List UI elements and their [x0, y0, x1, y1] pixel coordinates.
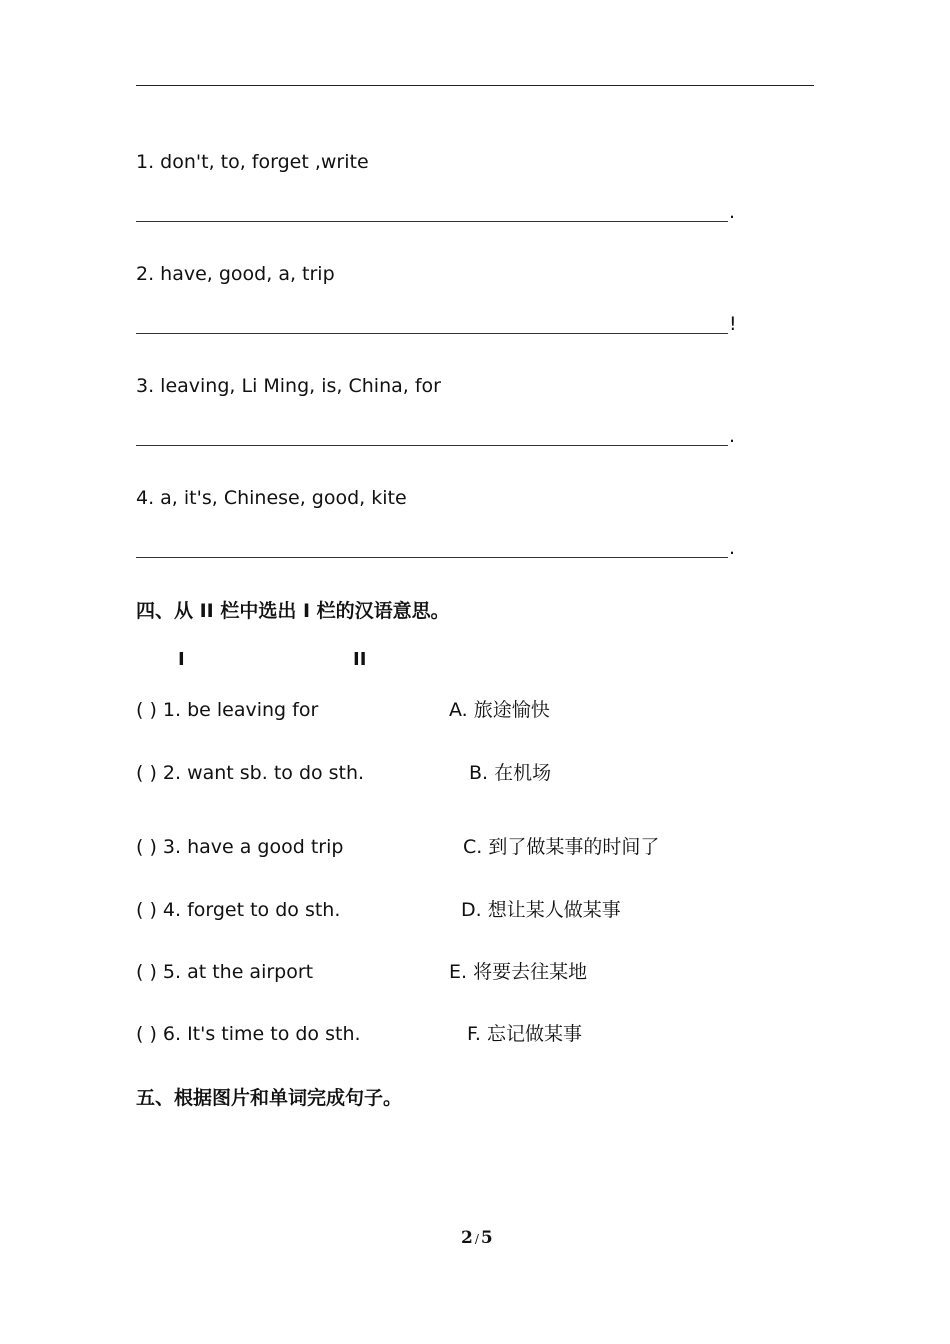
current-page: 2	[461, 1228, 473, 1248]
match-right-item-b: B. 在机场	[469, 762, 552, 784]
page-number	[461, 1228, 493, 1249]
match-right-item-f: F. 忘记做某事	[467, 1023, 582, 1045]
question-4-end-mark: .	[729, 537, 736, 559]
total-pages: 5	[480, 1228, 493, 1248]
match-left-item-2: ( ) 2. want sb. to do sth.	[136, 762, 365, 784]
top-divider	[136, 85, 814, 86]
page-separator: /	[474, 1232, 479, 1246]
question-1-prompt: 1. don't, to, forget ,write	[136, 151, 369, 173]
match-right-item-c: C. 到了做某事的时间了	[463, 836, 660, 858]
match-right-item-a: A. 旅途愉快	[449, 699, 550, 721]
column-2-header: II	[353, 649, 367, 670]
match-right-item-e: E. 将要去往某地	[449, 961, 588, 983]
match-right-item-d: D. 想让某人做某事	[461, 899, 621, 921]
question-2-answer-line[interactable]	[136, 333, 728, 334]
question-2-end-mark: !	[729, 313, 737, 335]
question-4-prompt: 4. a, it's, Chinese, good, kite	[136, 487, 407, 509]
match-left-item-3: ( ) 3. have a good trip	[136, 836, 344, 858]
question-3-answer-line[interactable]	[136, 445, 728, 446]
match-left-item-1: ( ) 1. be leaving for	[136, 699, 319, 721]
match-left-item-6: ( ) 6. It's time to do sth.	[136, 1023, 361, 1045]
question-1-answer-line[interactable]	[136, 221, 728, 222]
match-left-item-4: ( ) 4. forget to do sth.	[136, 899, 341, 921]
question-2-prompt: 2. have, good, a, trip	[136, 263, 335, 285]
question-3-end-mark: .	[729, 425, 736, 447]
column-1-header: I	[178, 649, 185, 670]
question-3-prompt: 3. leaving, Li Ming, is, China, for	[136, 375, 441, 397]
section-5-title: 五、根据图片和单词完成句子。	[136, 1087, 403, 1109]
question-4-answer-line[interactable]	[136, 557, 728, 558]
question-1-end-mark: .	[729, 201, 736, 223]
section-4-title: 四、从 II 栏中选出 I 栏的汉语意思。	[136, 600, 450, 622]
match-left-item-5: ( ) 5. at the airport	[136, 961, 314, 983]
